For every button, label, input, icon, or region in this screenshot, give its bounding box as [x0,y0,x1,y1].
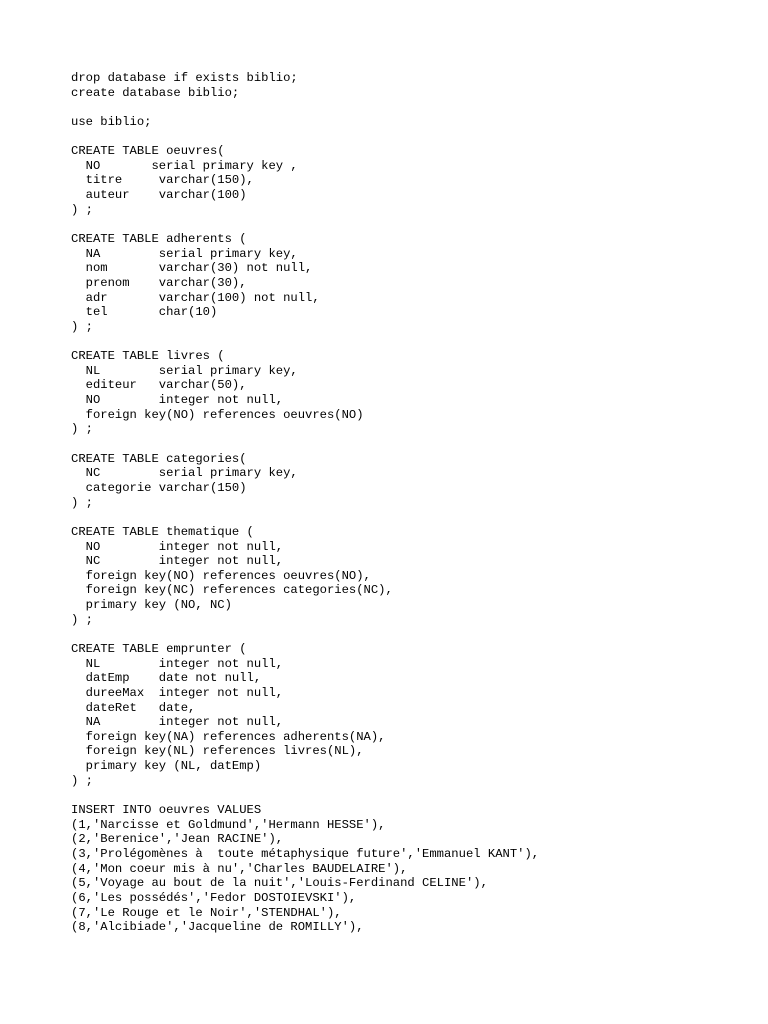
code-line: NL integer not null, [71,656,284,671]
code-line: NO integer not null, [71,539,284,554]
code-line: (3,'Prolégomènes à toute métaphysique future','Emmanuel KANT'), [71,846,540,861]
code-line: categorie varchar(150) [71,480,247,495]
code-line: NC serial primary key, [71,466,298,481]
code-line: (7,'Le Rouge et le Noir','STENDHAL'), [71,905,342,920]
code-line: ) ; [71,202,93,217]
code-line: NL serial primary key, [71,363,298,378]
code-line: (2,'Berenice','Jean RACINE'), [71,832,284,847]
code-line: INSERT INTO oeuvres VALUES [71,803,262,818]
code-line: ) ; [71,773,93,788]
code-line: prenom varchar(30), [71,275,247,290]
sql-code-block [71,71,539,935]
code-line: nom varchar(30) not null, [71,261,313,276]
blank-line [71,100,539,115]
code-line: CREATE TABLE livres ( [71,349,225,364]
code-line: adr varchar(100) not null, [71,290,320,305]
code-line: NA serial primary key, [71,246,298,261]
code-line: ) ; [71,612,93,627]
code-line: editeur varchar(50), [71,378,247,393]
code-line: foreign key(NO) references oeuvres(NO) [71,407,364,422]
code-line: NO serial primary key , [71,158,298,173]
code-line: dateRet date, [71,700,196,715]
blank-line [71,788,539,803]
code-line: CREATE TABLE emprunter ( [71,641,247,656]
code-line: NO integer not null, [71,393,284,408]
code-line: drop database if exists biblio; [71,71,298,85]
code-line: primary key (NO, NC) [71,598,232,613]
code-line: (5,'Voyage au bout de la nuit','Louis-Ferdinand CELINE'), [71,876,488,891]
code-line: (8,'Alcibiade','Jacqueline de ROMILLY'), [71,920,364,935]
code-line: (4,'Mon coeur mis à nu','Charles BAUDELAIRE'), [71,861,408,876]
code-line: ) ; [71,422,93,437]
code-line: foreign key(NC) references categories(NC), [71,583,393,598]
code-line: (6,'Les possédés','Fedor DOSTOIEVSKI'), [71,890,357,905]
code-line: CREATE TABLE categories( [71,451,247,466]
code-line: ) ; [71,495,93,510]
blank-line [71,130,539,145]
code-line: foreign key(NO) references oeuvres(NO), [71,568,371,583]
blank-line [71,217,539,232]
code-line: NA integer not null, [71,715,284,730]
code-line: primary key (NL, datEmp) [71,759,262,774]
code-line: NC integer not null, [71,554,284,569]
blank-line [71,510,539,525]
code-line: CREATE TABLE adherents ( [71,232,247,247]
blank-line [71,627,539,642]
code-line: (1,'Narcisse et Goldmund','Hermann HESSE'), [71,817,386,832]
code-line: dureeMax integer not null, [71,685,284,700]
code-line: auteur varchar(100) [71,188,247,203]
code-line: datEmp date not null, [71,671,262,686]
code-line: foreign key(NL) references livres(NL), [71,744,364,759]
code-line: CREATE TABLE oeuvres( [71,144,225,159]
code-line: foreign key(NA) references adherents(NA), [71,729,386,744]
code-line: tel char(10) [71,305,218,320]
code-line: create database biblio; [71,85,240,100]
code-line: titre varchar(150), [71,173,254,188]
code-line: use biblio; [71,114,152,129]
blank-line [71,335,539,350]
code-line: ) ; [71,319,93,334]
blank-line [71,437,539,452]
code-line: CREATE TABLE thematique ( [71,524,254,539]
